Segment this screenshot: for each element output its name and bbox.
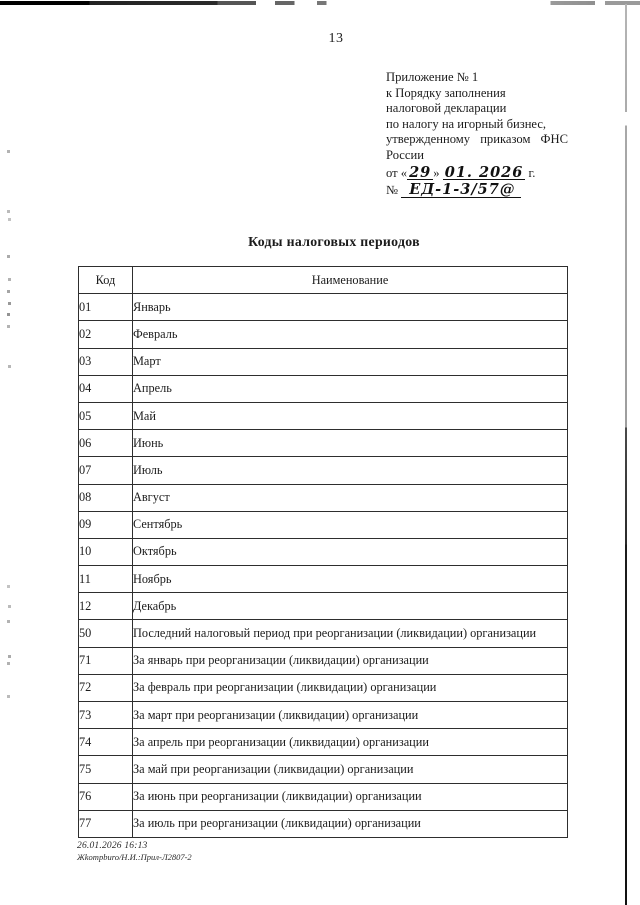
name-cell: Март [133, 348, 568, 375]
table-row [79, 538, 568, 565]
footer-timestamp: 26.01.2026 16:13 [77, 841, 148, 851]
name-cell: Октябрь [133, 538, 568, 565]
page-number: 13 [328, 31, 344, 46]
table-row [79, 647, 568, 674]
scan-artifact-right-edge [625, 4, 627, 905]
table-row [79, 729, 568, 756]
name-cell: Декабрь [133, 593, 568, 620]
appendix-line: России [386, 147, 424, 162]
table-row [79, 484, 568, 511]
name-cell: Июнь [133, 430, 568, 457]
name-cell: Август [133, 484, 568, 511]
table-row [79, 375, 568, 402]
appendix-line: Приложение № 1 [386, 70, 479, 84]
tax-period-codes-table [78, 266, 568, 838]
table-row [79, 321, 568, 348]
table-row [79, 756, 568, 783]
appendix-line: по налогу на игорный бизнес, [386, 116, 547, 131]
date-quote-close: » [433, 165, 440, 180]
name-cell: Июль [133, 457, 568, 484]
appendix-date-line [386, 163, 568, 182]
name-cell: Последний налоговый период при реорганизации (ликвидации) организации [133, 620, 568, 647]
code-cell: 02 [79, 321, 133, 348]
name-cell: Май [133, 402, 568, 429]
name-cell: Ноябрь [133, 566, 568, 593]
code-cell: 07 [79, 457, 133, 484]
scan-artifact-top-edge [0, 1, 640, 5]
footer-file-reference: Жkompburo/Н.И.:Прил-Л2807-2 [77, 852, 192, 862]
date-prefix: от « [386, 165, 408, 180]
handwritten-day: 29 [409, 163, 432, 181]
table-row [79, 511, 568, 538]
column-header-name: Наименование [133, 267, 568, 294]
code-cell: 11 [79, 566, 133, 593]
code-cell: 06 [79, 430, 133, 457]
appendix-block [386, 70, 568, 199]
code-cell: 77 [79, 810, 133, 837]
table-row [79, 566, 568, 593]
name-cell: За январь при реорганизации (ликвидации) организации [133, 647, 568, 674]
table-row [79, 294, 568, 321]
table-row [79, 430, 568, 457]
appendix-line-justified: утвержденному приказом ФНС [386, 132, 568, 147]
appendix-line: к Порядку заполнения [386, 85, 506, 100]
appendix-line: налоговой декларации [386, 101, 507, 116]
code-cell: 05 [79, 402, 133, 429]
table-row [79, 348, 568, 375]
code-cell: 12 [79, 593, 133, 620]
code-cell: 72 [79, 674, 133, 701]
name-cell: За июль при реорганизации (ликвидации) организации [133, 810, 568, 837]
number-prefix: № [386, 183, 399, 198]
name-cell: За май при реорганизации (ликвидации) организации [133, 756, 568, 783]
scan-speckles [7, 150, 10, 153]
code-cell: 50 [79, 620, 133, 647]
code-cell: 10 [79, 538, 133, 565]
code-cell: 08 [79, 484, 133, 511]
code-cell: 03 [79, 348, 133, 375]
code-cell: 04 [79, 375, 133, 402]
name-cell: За март при реорганизации (ликвидации) организации [133, 702, 568, 729]
name-cell: За июнь при реорганизации (ликвидации) организации [133, 783, 568, 810]
name-cell: Январь [133, 294, 568, 321]
table-row [79, 593, 568, 620]
code-cell: 76 [79, 783, 133, 810]
code-cell: 73 [79, 702, 133, 729]
table-row [79, 674, 568, 701]
handwritten-month-year: 01. 2026 [444, 163, 524, 181]
table-row [79, 702, 568, 729]
appendix-number-line [386, 183, 568, 199]
name-cell: Февраль [133, 321, 568, 348]
table-row [79, 810, 568, 837]
date-suffix: г. [525, 165, 536, 180]
code-cell: 75 [79, 756, 133, 783]
code-cell: 71 [79, 647, 133, 674]
column-header-code: Код [79, 267, 133, 294]
table-row [79, 620, 568, 647]
handwritten-order-number: ЕД-1-3/57@ [401, 183, 521, 198]
table-row [79, 783, 568, 810]
footer-block [77, 841, 192, 862]
code-cell: 74 [79, 729, 133, 756]
document-title: Коды налоговых периодов [248, 234, 420, 249]
name-cell: За апрель при реорганизации (ликвидации) организации [133, 729, 568, 756]
code-cell: 09 [79, 511, 133, 538]
table-row [79, 457, 568, 484]
table-header-row [79, 267, 568, 294]
code-cell: 01 [79, 294, 133, 321]
name-cell: Апрель [133, 375, 568, 402]
name-cell: Сентябрь [133, 511, 568, 538]
name-cell: За февраль при реорганизации (ликвидации) организации [133, 674, 568, 701]
table-row [79, 402, 568, 429]
